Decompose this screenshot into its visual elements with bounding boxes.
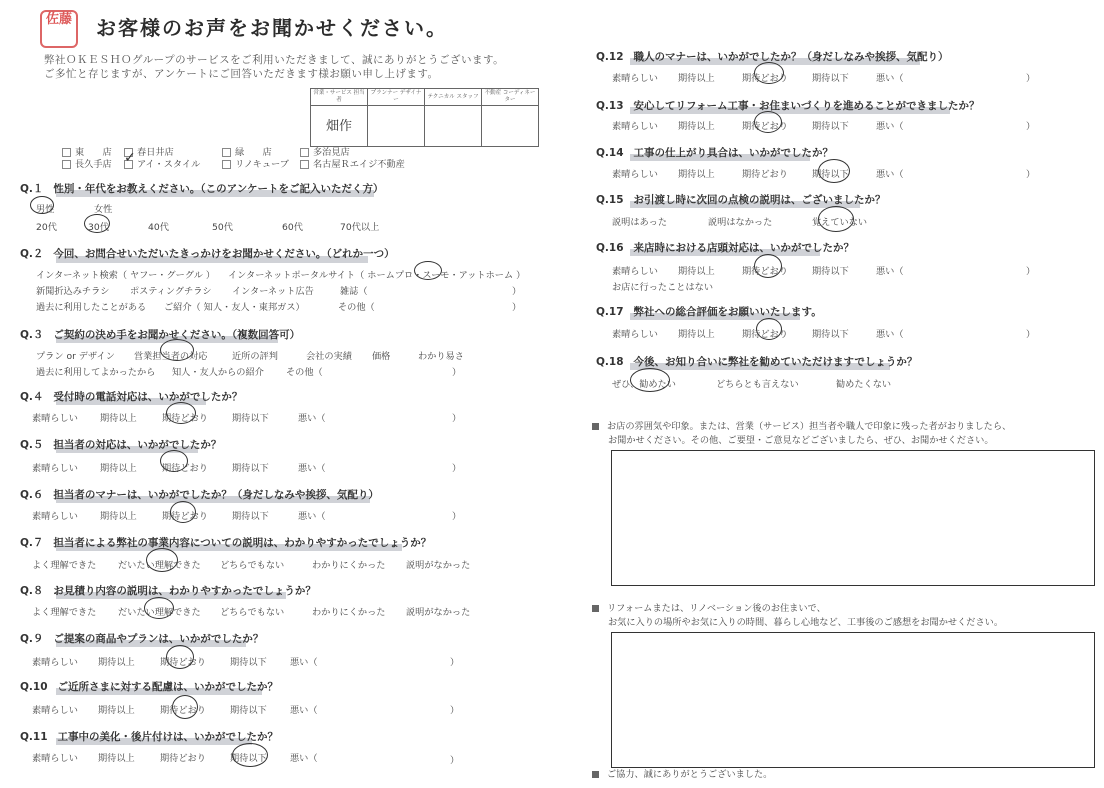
staff-header-technical: テクニカル スタッフ <box>425 89 482 106</box>
question-title: Q.16 来店時における店頭対応は、いかがでしたか？ <box>596 242 855 254</box>
question-title: Q.10 ご近所さまに対する配慮は、いかがでしたか？ <box>20 681 279 693</box>
option[interactable]: 期待どおり <box>742 121 788 132</box>
option[interactable]: 期待どおり <box>162 463 208 474</box>
answer-circle <box>84 214 110 233</box>
option[interactable]: インターネット検索（ ヤフー・グーグル ） <box>36 270 216 281</box>
question-title: Q.17 弊社への総合評価をお願いいたします。 <box>596 306 822 318</box>
seal-stamp: 佐藤 <box>40 10 78 48</box>
option-male[interactable]: 男性 <box>36 204 55 215</box>
checkbox-icon <box>62 160 71 169</box>
store-option[interactable]: リノキューブ <box>222 156 289 170</box>
thanks-message: ご協力、誠にありがとうございました。 <box>592 768 772 782</box>
answer-circle <box>160 450 188 472</box>
question-title: Q.２ 今回、お問合せいただいたきっかけをお聞かせください。（どれか一つ） <box>20 248 395 260</box>
option: ） <box>452 511 462 522</box>
option[interactable]: 期待以上 <box>678 73 715 84</box>
option[interactable]: インターネットポータルサイト（ ホームプロ・スーモ・アットホーム ） <box>228 270 526 281</box>
option[interactable]: 期待以上 <box>98 753 135 764</box>
answer-circle <box>30 196 54 214</box>
option[interactable]: 期待以上 <box>678 169 715 180</box>
option[interactable]: 悪い（ <box>298 511 326 522</box>
option[interactable]: 期待以上 <box>678 266 715 277</box>
option[interactable]: お店に行ったことはない <box>612 282 714 293</box>
option[interactable]: 素晴らしい <box>32 413 78 424</box>
question-title: Q.４ 受付時の電話対応は、いかがでしたか？ <box>20 391 243 403</box>
option: ） <box>450 705 460 716</box>
option[interactable]: 期待以上 <box>100 463 137 474</box>
question-title: Q.７ 担当者による弊社の事業内容についての説明は、わかりやすかったでしょうか？ <box>20 537 432 549</box>
question-title: Q.９ ご提案の商品やプランは、いかがでしたか？ <box>20 633 264 645</box>
intro-line-2: ご多忙と存じますが、アンケートにご回答いただきます様お願い申し上げます。 <box>44 68 439 80</box>
answer-circle <box>144 597 174 619</box>
comment-prompt-2: リフォームまたは、リノベーション後のお住まいで、 <box>592 602 826 616</box>
staff-header-realestate: 不動産 コーディネーター <box>482 89 539 106</box>
option: ） <box>1026 121 1036 132</box>
option[interactable]: 新聞折込みチラシ <box>36 286 110 297</box>
store-option[interactable]: 東 店 <box>62 144 112 158</box>
option[interactable]: 期待どおり <box>742 73 788 84</box>
option[interactable]: 過去に利用してよかったから <box>36 367 156 378</box>
staff-technical-cell[interactable] <box>425 106 482 147</box>
comment-prompt-1: お店の雰囲気や印象。または、営業（サービス）担当者や職人で印象に残った者がおりましたら、 <box>592 420 1011 434</box>
option[interactable]: 悪い（ <box>290 753 318 764</box>
option[interactable]: よく理解できた <box>32 607 97 618</box>
store-option[interactable]: 名古屋Ｒエイジ不動産 <box>300 156 405 170</box>
option[interactable]: 悪い（ <box>298 463 326 474</box>
comment-prompt-2b: お気に入りの場所やお気に入りの時間、暮らし心地など、工事後のご感想をお聞かせください。 <box>608 617 1004 628</box>
intro-line-1: 弊社ＯＫＥＳＨＯグループのサービスをご利用いただきまして、誠にありがとうございます。 <box>44 54 505 66</box>
option-age[interactable]: 40代 <box>148 222 169 233</box>
option[interactable]: 素晴らしい <box>32 753 78 764</box>
option[interactable]: 期待どおり <box>160 705 206 716</box>
checkbox-icon <box>222 160 231 169</box>
option[interactable]: 期待以下 <box>812 329 849 340</box>
question-title: Q.12 職人のマナーは、いかがでしたか？（身だしなみや挨拶、気配り） <box>596 51 949 63</box>
comment-box-2[interactable] <box>611 632 1095 768</box>
option[interactable]: 期待どおり <box>162 511 208 522</box>
option[interactable]: その他（ <box>338 302 375 313</box>
option: ） <box>450 657 460 668</box>
question-title: Q.１ 性別・年代をお教えください。（このアンケートをご記入いただく方） <box>20 183 384 195</box>
option: ） <box>1026 329 1036 340</box>
question-title: Q.８ お見積り内容の説明は、わかりやすかったでしょうか？ <box>20 585 316 597</box>
option[interactable]: 期待以下 <box>232 463 269 474</box>
option[interactable]: プラン or デザイン <box>36 351 115 362</box>
option[interactable]: 説明がなかった <box>406 560 471 571</box>
option[interactable]: 素晴らしい <box>612 73 658 84</box>
option[interactable]: 期待どおり <box>160 753 206 764</box>
question-title: Q.15 お引渡し時に次回の点検の説明は、ございましたか？ <box>596 194 886 206</box>
option[interactable]: 期待以下 <box>230 705 267 716</box>
option[interactable]: 価格 <box>372 351 391 362</box>
answer-circle <box>754 254 782 278</box>
answer-circle <box>146 548 178 572</box>
option[interactable]: 期待以下 <box>232 413 269 424</box>
option[interactable]: 雑誌（ <box>340 286 368 297</box>
answer-circle <box>754 62 784 84</box>
option-age[interactable]: 60代 <box>282 222 303 233</box>
option[interactable]: 悪い（ <box>876 169 904 180</box>
option[interactable]: 悪い（ <box>876 73 904 84</box>
answer-circle <box>754 111 782 133</box>
staff-sales-name[interactable]: 畑作 <box>311 106 368 147</box>
option[interactable]: 説明はなかった <box>708 217 773 228</box>
option: ） <box>1026 73 1036 84</box>
option[interactable]: 素晴らしい <box>32 705 78 716</box>
option[interactable]: 期待以上 <box>100 511 137 522</box>
comment-prompt-1b: お聞かせください。その他、ご要望・ご意見などございましたら、ぜひ、お聞かせください。 <box>608 435 994 446</box>
option-female[interactable]: 女性 <box>94 204 113 215</box>
option: ） <box>450 755 460 766</box>
staff-header-planner: プランナー デザイナー <box>368 89 425 106</box>
store-option[interactable]: 春日井店 <box>124 144 174 158</box>
option[interactable]: 期待どおり <box>162 413 208 424</box>
option[interactable]: どちらでもない <box>220 560 285 571</box>
question-title: Q.18 今後、お知り合いに弊社を勧めていただけますでしょうか？ <box>596 356 918 368</box>
option[interactable]: だいたい理解できた <box>118 560 201 571</box>
option: ） <box>1026 266 1036 277</box>
option-age[interactable]: 30代 <box>88 222 109 233</box>
option[interactable]: 素晴らしい <box>32 463 78 474</box>
option-age[interactable]: 50代 <box>212 222 233 233</box>
option[interactable]: 悪い（ <box>876 121 904 132</box>
staff-header-sales: 営業・サービス 担当者 <box>311 89 368 106</box>
store-option[interactable]: 緑 店 <box>222 144 272 158</box>
bullet-square-icon <box>592 605 599 612</box>
option[interactable]: 期待以上 <box>678 121 715 132</box>
staff-realestate-cell[interactable] <box>482 106 539 147</box>
option[interactable]: だいたい理解できた <box>118 607 201 618</box>
question-title: Q.５ 担当者の対応は、いかがでしたか？ <box>20 439 222 451</box>
answer-circle <box>232 743 268 767</box>
option[interactable]: 期待どおり <box>742 169 788 180</box>
option[interactable]: どちらとも言えない <box>716 379 799 390</box>
option[interactable]: どちらでもない <box>220 607 285 618</box>
option[interactable]: 期待以下 <box>812 266 849 277</box>
question-title: Q.３ ご契約の決め手をお聞かせください。（複数回答可） <box>20 329 301 341</box>
answer-circle <box>818 159 850 183</box>
answer-circle <box>170 501 196 523</box>
bullet-square-icon <box>592 423 599 430</box>
option[interactable]: ぜひ、勧めたい <box>612 379 676 390</box>
option[interactable]: 期待どおり <box>742 329 788 340</box>
option[interactable]: 素晴らしい <box>612 266 658 277</box>
option: ） <box>512 302 522 313</box>
store-option[interactable]: アイ・スタイル <box>124 156 200 170</box>
option: ） <box>452 413 462 424</box>
staff-planner-cell[interactable] <box>368 106 425 147</box>
answer-circle <box>160 339 194 361</box>
check-mark-icon: ✓ <box>124 150 136 166</box>
page-title: お客様のお声をお聞かせください。 <box>96 16 448 40</box>
store-option[interactable]: 多治見店 <box>300 144 350 158</box>
option[interactable]: 知人・友人からの紹介 <box>172 367 264 378</box>
option[interactable]: 素晴らしい <box>612 329 658 340</box>
option[interactable]: 悪い（ <box>876 329 904 340</box>
option[interactable]: 悪い（ <box>876 266 904 277</box>
question-title: Q.６ 担当者のマナーは、いかがでしたか？（身だしなみや挨拶、気配り） <box>20 489 379 501</box>
option[interactable]: 説明がなかった <box>406 607 471 618</box>
bullet-square-icon <box>592 771 599 778</box>
comment-box-1[interactable] <box>611 450 1095 586</box>
option[interactable]: 素晴らしい <box>612 169 658 180</box>
option[interactable]: 覚えていない <box>812 217 868 228</box>
option[interactable]: 悪い（ <box>290 705 318 716</box>
option[interactable]: 素晴らしい <box>612 121 658 132</box>
checkbox-icon <box>300 160 309 169</box>
option[interactable]: ご紹介（ 知人・友人・東邦ガス） <box>164 302 305 313</box>
option[interactable]: インターネット広告 <box>232 286 314 297</box>
option[interactable]: 素晴らしい <box>32 657 78 668</box>
store-option[interactable]: 長久手店 <box>62 156 112 170</box>
option: ） <box>1026 169 1036 180</box>
option[interactable]: その他（ <box>286 367 323 378</box>
option[interactable]: 期待どおり <box>742 266 788 277</box>
option[interactable]: 期待以上 <box>678 329 715 340</box>
question-title: Q.11 工事中の美化・後片付けは、いかがでしたか？ <box>20 731 279 743</box>
option-age[interactable]: 70代以上 <box>340 222 380 233</box>
option[interactable]: わかり易さ <box>418 351 464 362</box>
option: ） <box>452 367 462 378</box>
option[interactable]: 期待以下 <box>230 753 267 764</box>
option[interactable]: 期待以下 <box>232 511 269 522</box>
staff-table <box>310 88 539 147</box>
option[interactable]: 期待以上 <box>100 413 137 424</box>
option[interactable]: 営業担当者の対応 <box>134 351 208 362</box>
option[interactable]: 悪い（ <box>298 413 326 424</box>
answer-circle <box>756 318 782 340</box>
option[interactable]: ポスティングチラシ <box>130 286 212 297</box>
option[interactable]: よく理解できた <box>32 560 97 571</box>
option[interactable]: 期待以下 <box>812 73 849 84</box>
answer-circle <box>166 645 194 669</box>
option[interactable]: 近所の評判 <box>232 351 278 362</box>
option-age[interactable]: 20代 <box>36 222 57 233</box>
option[interactable]: 悪い（ <box>290 657 318 668</box>
option[interactable]: わかりにくかった <box>312 560 386 571</box>
option: ） <box>512 286 522 297</box>
answer-circle <box>414 261 442 280</box>
option[interactable]: 期待以下 <box>230 657 267 668</box>
option[interactable]: 勧めたくない <box>836 379 892 390</box>
answer-circle <box>166 402 196 424</box>
option[interactable]: 素晴らしい <box>32 511 78 522</box>
question-title: Q.13 安心してリフォーム工事・お住まいづくりを進めることができましたか？ <box>596 100 980 112</box>
option[interactable]: 過去に利用したことがある <box>36 302 147 313</box>
option[interactable]: 会社の実績 <box>306 351 352 362</box>
option[interactable]: 期待以上 <box>98 705 135 716</box>
answer-circle <box>630 368 670 392</box>
option[interactable]: 期待以下 <box>812 169 849 180</box>
option[interactable]: わかりにくかった <box>312 607 386 618</box>
answer-circle <box>172 695 198 719</box>
option: ） <box>452 463 462 474</box>
answer-circle <box>818 206 854 232</box>
question-title: Q.14 工事の仕上がり具合は、いかがでしたか？ <box>596 147 834 159</box>
option[interactable]: 説明はあった <box>612 217 668 228</box>
option[interactable]: 期待どおり <box>160 657 206 668</box>
option[interactable]: 期待以下 <box>812 121 849 132</box>
option[interactable]: 期待以上 <box>98 657 135 668</box>
